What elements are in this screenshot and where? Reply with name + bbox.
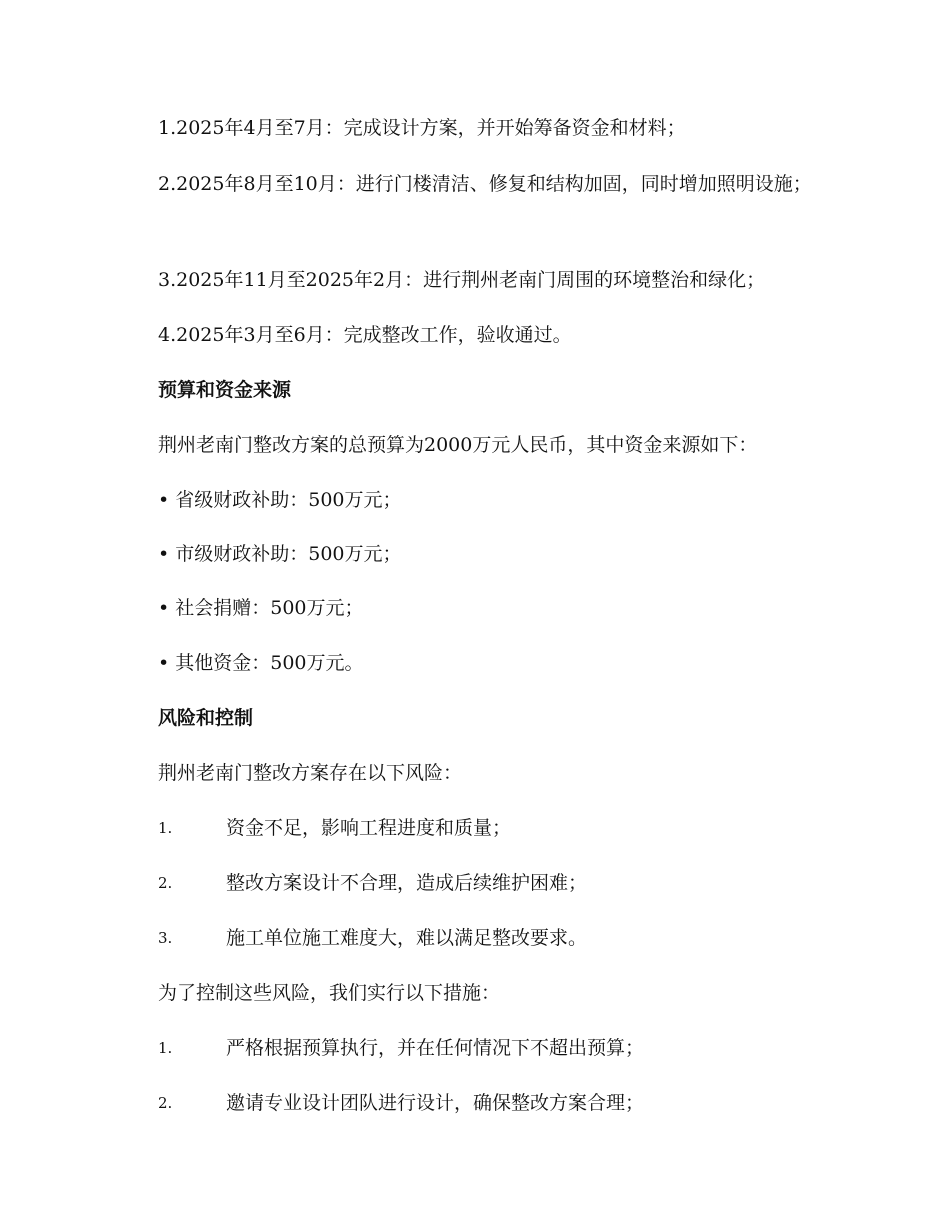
list-item-text: 资金不足，影响工程进度和质量；	[226, 817, 512, 839]
list-item-number: 1.	[158, 819, 173, 837]
list-item-number: 3.	[158, 929, 173, 947]
list-item-text: 严格根据预算执行，并在任何情况下不超出预算；	[226, 1037, 645, 1059]
measures-intro: 为了控制这些风险，我们实行以下措施：	[158, 982, 501, 1004]
schedule-item-3: 3.2025年11月至2025年2月：进行荆州老南门周围的环境整治和绿化；	[158, 269, 766, 291]
budget-heading: 预算和资金来源	[158, 379, 292, 401]
list-item-text: 施工单位施工难度大，难以满足整改要求。	[226, 927, 588, 949]
list-item-number: 1.	[158, 1039, 173, 1057]
budget-item-provincial: • 省级财政补助：500万元；	[158, 489, 402, 511]
risk-intro: 荆州老南门整改方案存在以下风险：	[158, 762, 463, 784]
budget-item-municipal: • 市级财政补助：500万元；	[158, 543, 402, 565]
list-item-number: 2.	[158, 1094, 173, 1112]
schedule-item-2: 2.2025年8月至10月：进行门楼清洁、修复和结构加固，同时增加照明设施；	[158, 173, 812, 195]
schedule-item-4: 4.2025年3月至6月：完成整改工作，验收通过。	[158, 324, 572, 346]
budget-item-other: • 其他资金：500万元。	[158, 652, 364, 674]
risk-heading: 风险和控制	[158, 707, 254, 729]
list-item-text: 邀请专业设计团队进行设计，确保整改方案合理；	[226, 1092, 645, 1114]
budget-item-donation: • 社会捐赠：500万元；	[158, 597, 364, 619]
schedule-item-1: 1.2025年4月至7月：完成设计方案，并开始筹备资金和材料；	[158, 117, 686, 139]
list-item-number: 2.	[158, 874, 173, 892]
budget-intro: 荆州老南门整改方案的总预算为2000万元人民币，其中资金来源如下：	[158, 434, 758, 456]
list-item-text: 整改方案设计不合理，造成后续维护困难；	[226, 872, 588, 894]
